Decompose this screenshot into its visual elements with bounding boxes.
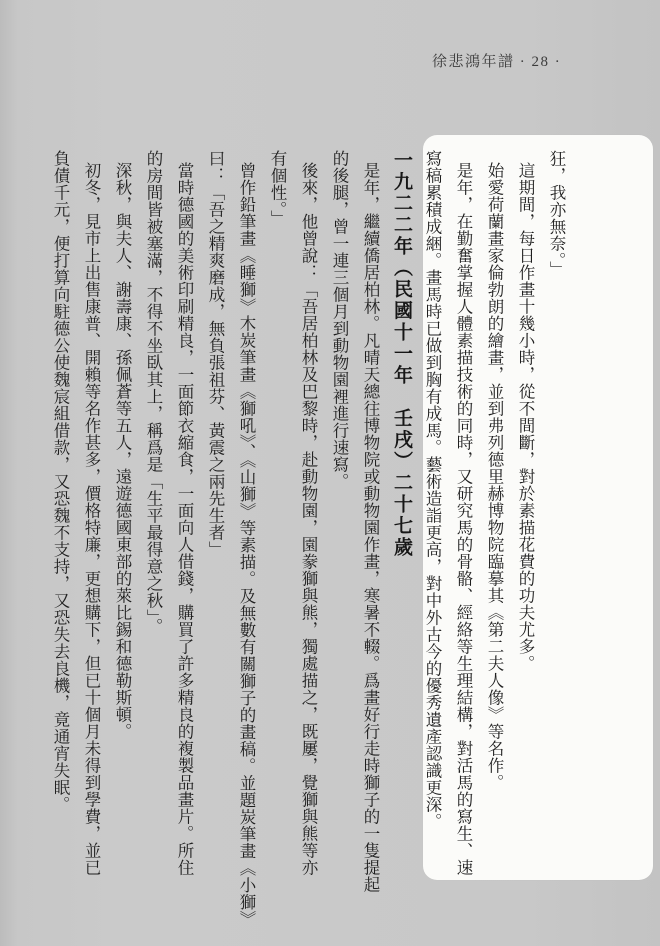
text-column: 當時德國的美術印刷精良，一面節衣縮食，一面向人借錢，購買了許多精良的複製品畫片。所住: [175, 162, 194, 876]
text-column: 是年，繼續僑居柏林。凡晴天總往博物院或動物園作畫，寒暑不輟。爲畫好行走時獅子的一隻提起: [361, 162, 380, 893]
text-column: 深秋，與夫人、謝壽康、孫佩蒼等五人，遠遊德國東部的萊比錫和德勒斯頓。: [113, 162, 132, 740]
text-column: 後來，他曾說：「吾居柏林及巴黎時，赴動物園，園豢獅與熊，獨處描之，既屢，覺獅與熊等亦: [299, 162, 318, 876]
text-column: 曾作鉛筆畫《睡獅》木炭筆畫《獅吼》、《山獅》等素描。及無數有關獅子的畫稿。並題炭筆畫《小獅》: [237, 162, 256, 928]
text-column: 是年，在勤奮掌握人體素描技術的同時，又研究馬的骨骼、經絡等生理結構，對活馬的寫生、速: [454, 162, 473, 876]
text-column: 負債千元，便打算向駐德公使魏宸組借款，又恐魏不支持，又恐失去良機，竟通宵失眠。: [51, 150, 70, 813]
text-column: 有個性。」: [268, 150, 287, 227]
text-column: 初冬，見市上出售康普、開賴等名作甚多，價格特廉，更想購下，但已十個月未得到學費，並已: [82, 162, 101, 876]
vertical-text-area: [45, 150, 572, 928]
text-column: 這期間，每日作畫十幾小時，從不間斷，對於素描花費的功夫尤多。: [516, 162, 535, 672]
text-column: 曰：「吾之精爽磨成，無負張祖芬、黃震之兩先生者」: [206, 150, 225, 558]
text-column: 寫稿累積成綑。畫馬時已做到胸有成馬。藝術造詣更高，對中外古今的優秀遺產認識更深。: [423, 150, 442, 830]
year-heading: 一九二二年（民國十一年 壬戌）二十七歲: [391, 150, 412, 559]
text-column: 的後腿，曾一連三個月到動物園裡進行速寫。: [330, 150, 349, 490]
text-column: 的房間皆被塞滿，不得不坐臥其上，稱爲是「生平最得意之秋」。: [144, 150, 163, 635]
text-column: 狂，我亦無奈。」: [547, 150, 566, 278]
text-column: 始愛荷蘭畫家倫勃朗的繪畫，並到弗列德里赫博物院臨摹其《第二夫人像》等名作。: [485, 162, 504, 791]
page-header: 徐悲鴻年譜 · 28 ·: [432, 54, 562, 70]
